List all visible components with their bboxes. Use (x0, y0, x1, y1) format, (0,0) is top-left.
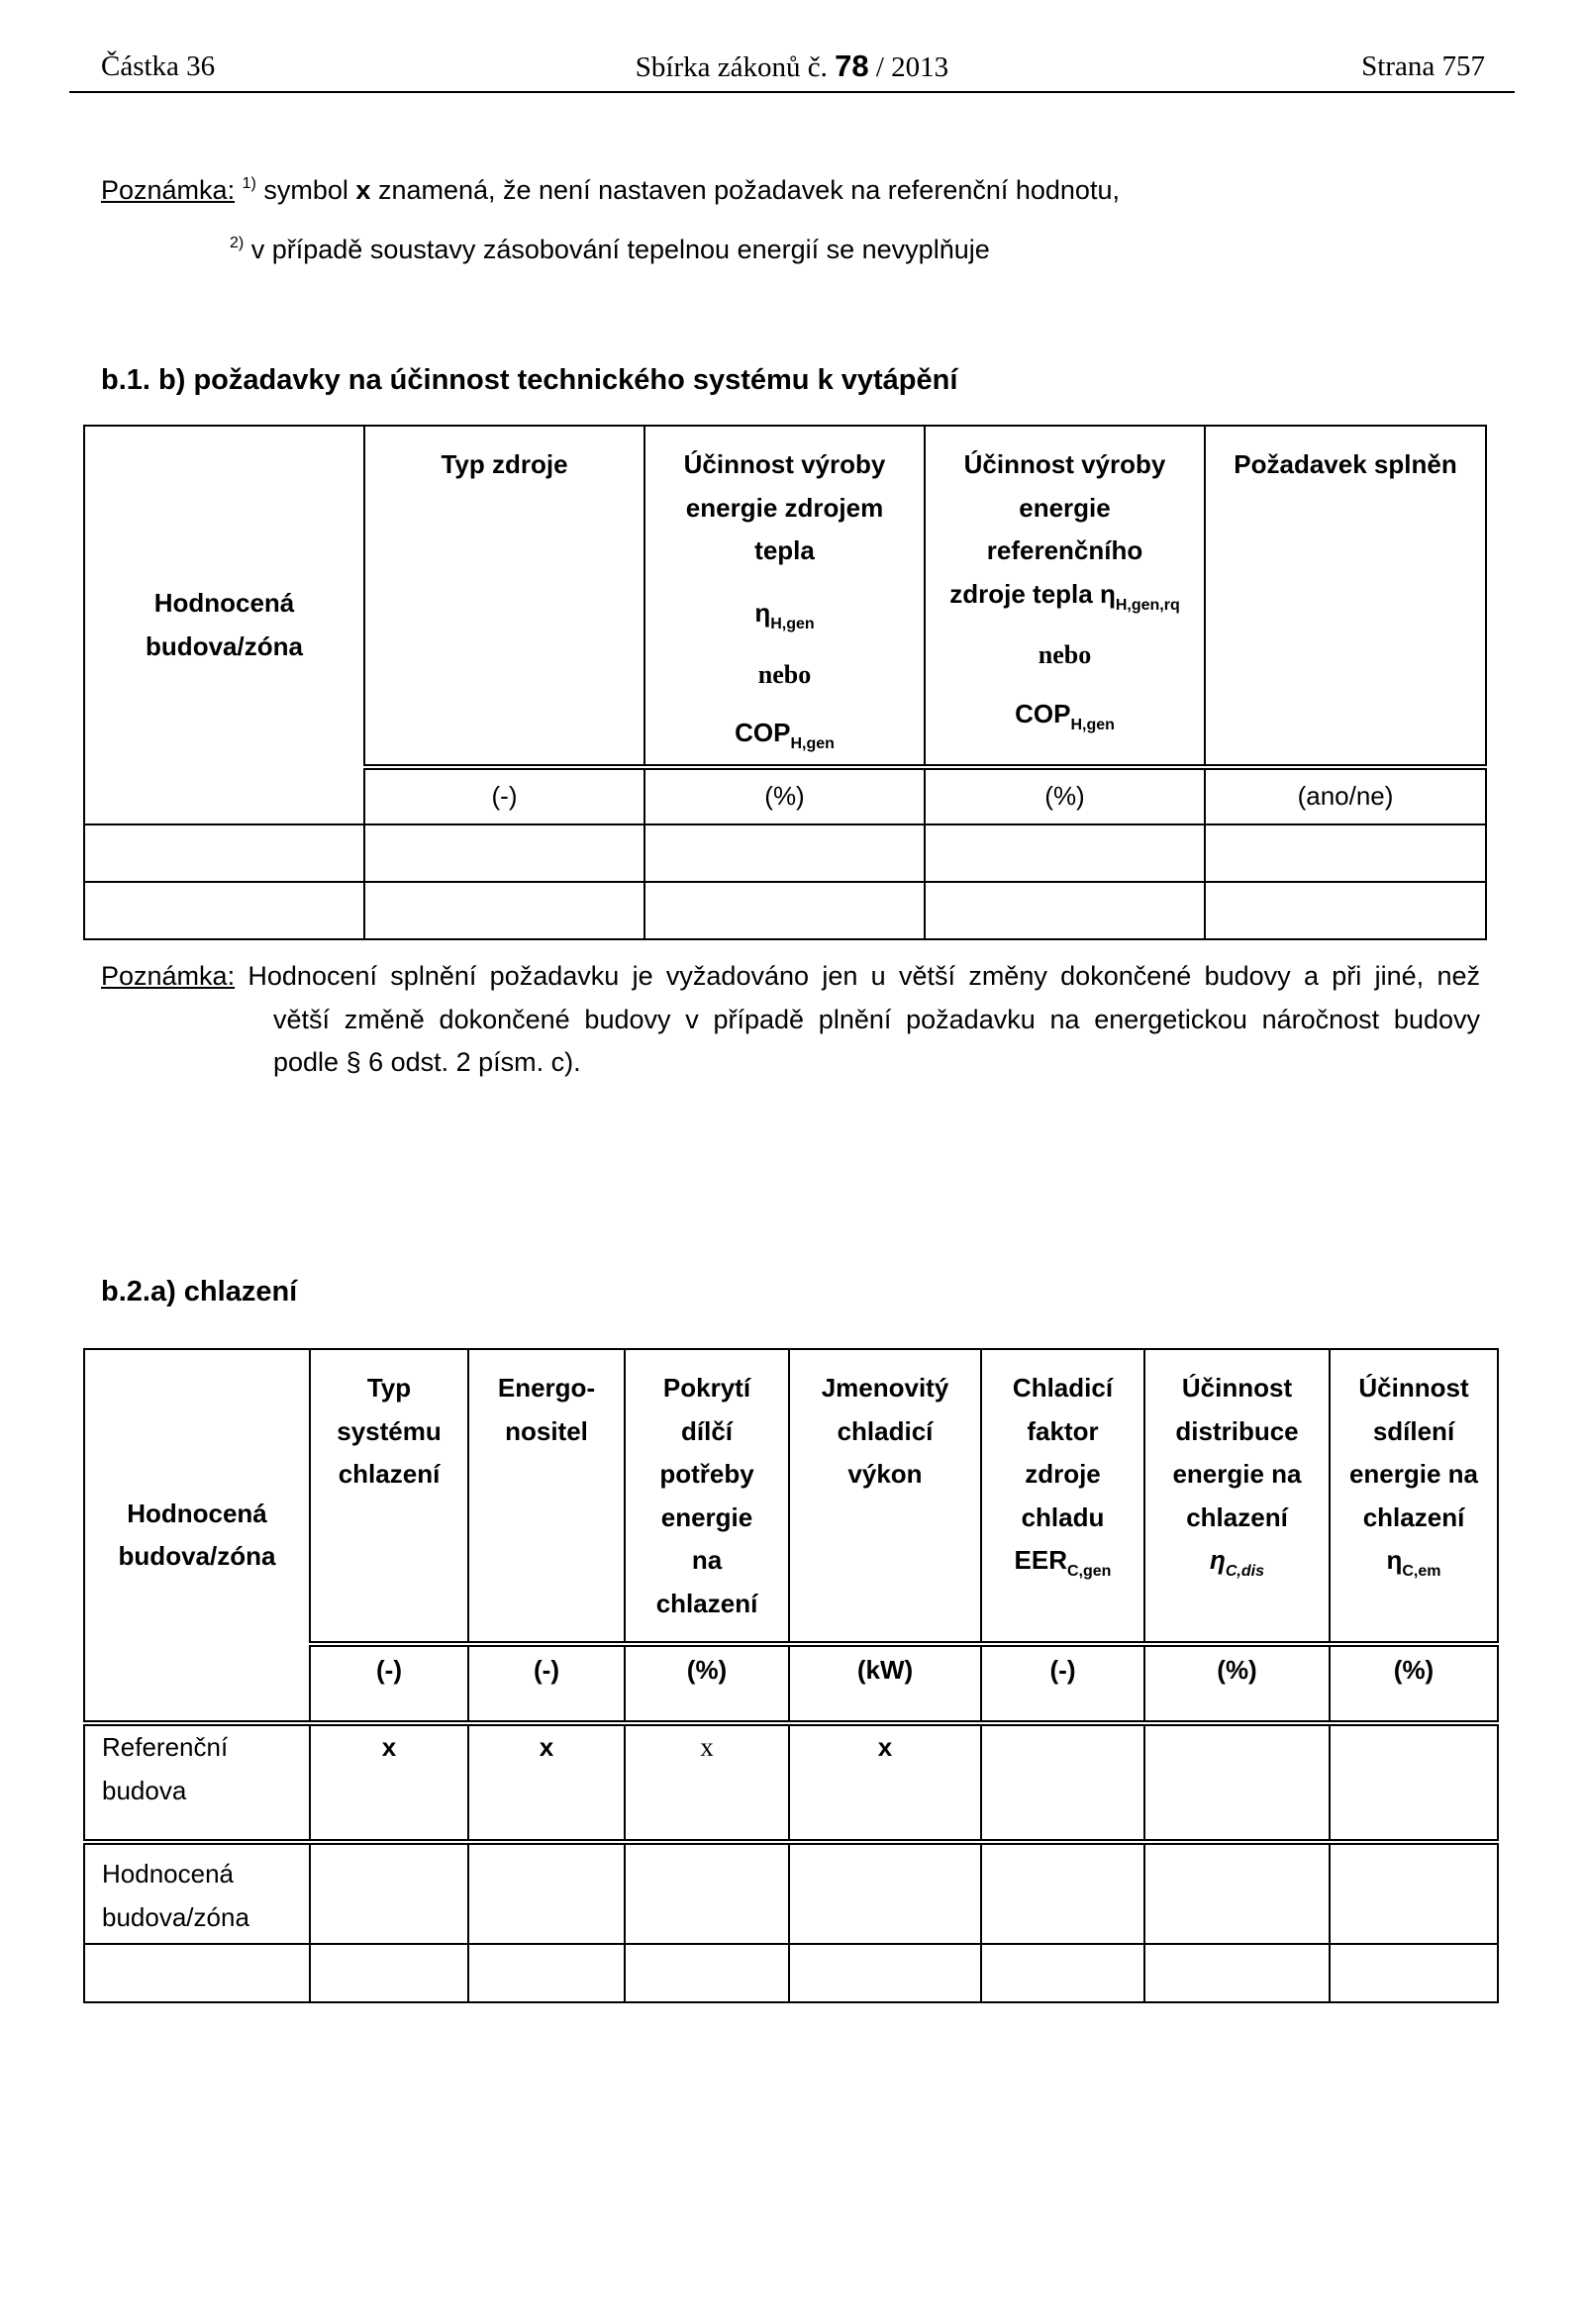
table-cell (1330, 1842, 1498, 1944)
heating-note (101, 955, 1480, 1085)
table-cell (644, 824, 925, 882)
cooling-header-row (84, 1349, 1498, 1644)
column-title: Pokrytí dílčí potřeby energie na chlazení (655, 1373, 758, 1618)
heating-note-label: Poznámka: (101, 961, 236, 991)
evaluated-building-row (84, 1842, 1498, 1944)
eta-subscript: H,gen,rq (1115, 596, 1180, 614)
row-label-cell (84, 1842, 310, 1944)
table-cell (84, 1944, 310, 2002)
row-label: Hodnocená budova/zóna (102, 1859, 249, 1932)
not-required-mark: x (468, 1723, 625, 1842)
heating-note-line (273, 1041, 1480, 1085)
table-cell (84, 882, 364, 939)
eer-subscript: C,gen (1067, 1563, 1112, 1580)
table-cell (981, 1944, 1144, 2002)
eta-symbol-line (1145, 1539, 1329, 1587)
cooling-table (83, 1348, 1499, 2003)
heating-note-line (273, 999, 1480, 1042)
col-cooling-system-type (310, 1349, 468, 1644)
table-row (84, 824, 1486, 882)
eta-subscript: H,gen (770, 615, 815, 632)
table-cell (310, 1842, 468, 1944)
table-cell (789, 1842, 981, 1944)
heating-row-header: Hodnocená budova/zóna (146, 588, 303, 661)
eta-symbol-line (1331, 1539, 1497, 1587)
unit-cell: (-) (981, 1644, 1144, 1723)
table-cell (1205, 824, 1486, 882)
table-cell (84, 824, 364, 882)
col-emission-efficiency (1330, 1349, 1498, 1644)
table-row (84, 1944, 1498, 2002)
not-required-mark: x (700, 1732, 714, 1762)
heating-note-text: podle § 6 odst. 2 písm. c). (273, 1047, 581, 1077)
column-title: Chladicí faktor zdroje chladu (1012, 1373, 1114, 1532)
cooling-row-header: Hodnocená budova/zóna (118, 1498, 276, 1571)
eer-label: EER (1014, 1545, 1067, 1575)
table-cell (468, 1842, 625, 1944)
unit-cell: (%) (1144, 1644, 1330, 1723)
col-energy-carrier (468, 1349, 625, 1644)
heating-note-text: větší změně dokončené budovy v případě plnění požadavku na energetickou náročnost budovy (273, 1004, 1480, 1034)
not-required-mark: x (310, 1723, 468, 1842)
col-distribution-efficiency (1144, 1349, 1330, 1644)
col-source-efficiency-title: Účinnost výroby energie zdrojem tepla (683, 449, 886, 565)
col-reference-efficiency (925, 426, 1205, 767)
column-title: Typ systému chlazení (337, 1373, 442, 1489)
table-cell (981, 1723, 1144, 1842)
table-cell (1205, 882, 1486, 939)
not-required-mark-cell (625, 1723, 789, 1842)
heating-efficiency-table (83, 425, 1487, 940)
collection-title (69, 46, 1515, 88)
eta-subscript: C,dis (1225, 1563, 1264, 1580)
table-row (84, 882, 1486, 939)
page-number: Strana 757 (1361, 50, 1485, 82)
collection-name: Sbírka zákonů č. (635, 51, 828, 83)
note-2-text: v případě soustavy zásobování tepelnou energií se nevyplňuje (250, 235, 990, 264)
heating-section-heading: b.1. b) požadavky na účinnost technického systému k vytápění (101, 364, 958, 396)
reference-building-row (84, 1723, 1498, 1842)
eta-subscript: C,em (1402, 1563, 1441, 1580)
cop-subscript: H,gen (1070, 716, 1115, 733)
table-cell (981, 1842, 1144, 1944)
cooling-row-header-cell (84, 1349, 310, 1723)
note-label: Poznámka: (101, 175, 236, 205)
page-header (69, 46, 1515, 87)
cop-subscript: H,gen (790, 734, 835, 752)
unit-cell: (%) (644, 767, 925, 824)
law-number: 78 (835, 48, 869, 83)
unit-cell: (-) (310, 1644, 468, 1723)
not-required-mark: x (789, 1723, 981, 1842)
table-cell (789, 1944, 981, 2002)
eta-symbol: η (754, 597, 771, 628)
table-cell (625, 1944, 789, 2002)
column-title: Energo- nositel (497, 1373, 596, 1446)
table-cell (364, 882, 644, 939)
note-1 (101, 170, 1120, 215)
table-cell (925, 882, 1205, 939)
header-divider (69, 91, 1515, 93)
heating-header-row (84, 426, 1486, 767)
col-reference-efficiency-title (926, 443, 1204, 620)
heating-row-header-cell (84, 426, 364, 824)
note-1-symbol: x (355, 175, 371, 205)
cop-label: COP (1015, 698, 1071, 728)
issue-part: Částka 36 (101, 50, 216, 82)
col-partial-need-coverage (625, 1349, 789, 1644)
or-label: nebo (757, 660, 812, 689)
heating-note-line (101, 955, 1480, 999)
heating-note-text: Hodnocení splnění požadavku je vyžadováno jen u větší změny dokončené budovy a při jiné, než (248, 961, 1480, 991)
unit-cell: (kW) (789, 1644, 981, 1723)
unit-cell: (%) (625, 1644, 789, 1723)
table-cell (1144, 1842, 1330, 1944)
unit-cell: (%) (925, 767, 1205, 824)
column-title: Účinnost distribuce energie na chlazení (1172, 1373, 1302, 1532)
note-2-marker: 2) (230, 235, 245, 251)
table-cell (364, 824, 644, 882)
col-cooling-factor (981, 1349, 1144, 1644)
table-cell (1144, 1944, 1330, 2002)
col-rated-cooling-output (789, 1349, 981, 1644)
unit-cell: (ano/ne) (1205, 767, 1486, 824)
cop-symbol (926, 693, 1204, 740)
table-cell (468, 1944, 625, 2002)
table-cell (1144, 1723, 1330, 1842)
note-1-text-after: znamená, že není nastaven požadavek na referenční hodnotu, (377, 175, 1120, 205)
eta-symbol: η (1386, 1545, 1403, 1575)
col-source-efficiency-symbol (645, 592, 924, 639)
col-source-efficiency (644, 426, 925, 767)
unit-cell: (%) (1330, 1644, 1498, 1723)
col-source-type-label: Typ zdroje (441, 449, 568, 479)
column-title: Jmenovitý chladicí výkon (821, 1373, 949, 1489)
note-2 (230, 230, 990, 274)
col-requirement-met-label: Požadavek splněn (1234, 449, 1457, 479)
cooling-section-heading: b.2.a) chlazení (101, 1276, 298, 1307)
law-year: / 2013 (875, 51, 949, 83)
table-cell (625, 1842, 789, 1944)
table-cell (310, 1944, 468, 2002)
unit-cell: (-) (364, 767, 644, 824)
eta-symbol: η (1209, 1545, 1226, 1575)
col-reference-efficiency-text: Účinnost výroby energie referenčního zdroje tepla (949, 449, 1166, 609)
column-title: Účinnost sdílení energie na chlazení (1348, 1373, 1479, 1532)
row-label-cell (84, 1723, 310, 1842)
cop-label: COP (735, 717, 791, 747)
cop-symbol (645, 712, 924, 759)
table-cell (1330, 1944, 1498, 2002)
note-1-marker: 1) (242, 175, 256, 192)
table-cell (1330, 1723, 1498, 1842)
unit-cell: (-) (468, 1644, 625, 1723)
note-1-text-before: symbol (263, 175, 348, 205)
col-requirement-met (1205, 426, 1486, 767)
or-label: nebo (1038, 640, 1092, 669)
eta-symbol: η (1099, 578, 1116, 609)
col-source-type (364, 426, 644, 767)
eer-symbol (982, 1539, 1143, 1587)
row-label: Referenční budova (102, 1732, 229, 1805)
table-cell (644, 882, 925, 939)
table-cell (925, 824, 1205, 882)
